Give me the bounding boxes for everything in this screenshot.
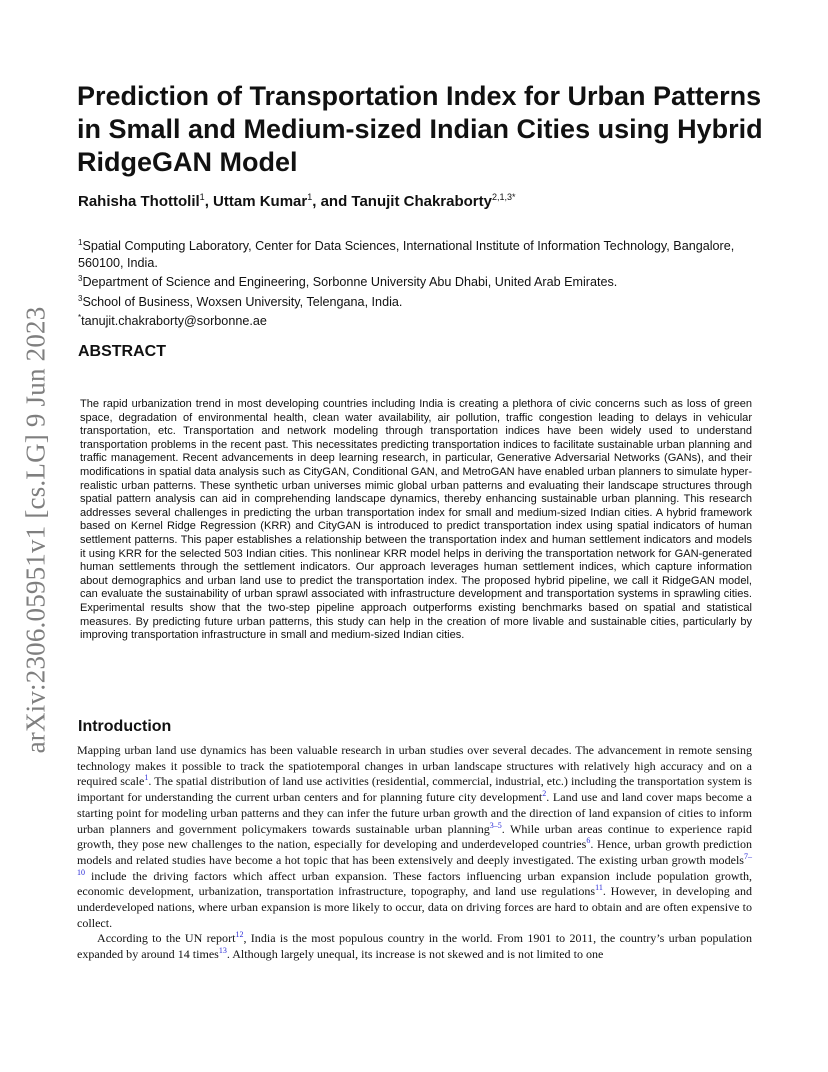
affiliation-line [78, 271, 758, 291]
author-name: Rahisha Thottolil [78, 193, 200, 210]
introduction-body [77, 743, 752, 963]
author-affiliation-marker: 1 [199, 192, 205, 202]
author-affiliation-marker: 2,1,3* [491, 192, 516, 202]
affiliation-text: Department of Science and Engineering, Sorbonne University Abu Dhabi, United Arab Emirates. [82, 275, 618, 290]
affiliations [78, 235, 758, 330]
introduction-heading: Introduction [78, 718, 172, 735]
paragraph-text: , India is the most populous country in the world. From 1901 to 2011, the country’s urban population expanded by around 14 times [77, 931, 752, 962]
affiliation-line[interactable] [78, 310, 758, 330]
citation-link[interactable]: 1 [144, 773, 149, 783]
affiliation-text: Spatial Computing Laboratory, Center for Data Sciences, International Institute of Information Technology, Bangalore, 560100, India. [78, 239, 735, 270]
paragraph-text: . While urban areas continue to experience rapid growth, they pose new challenges to the nation, especially for developing and underdeveloped countries [77, 821, 752, 852]
paragraph-text: . The spatial distribution of land use activities (residential, commercial, industrial, etc.) including the transportation system is important for understanding the current urban centers and for planning future city development [77, 774, 752, 805]
affiliation-text: School of Business, Woxsen University, Telengana, India. [82, 294, 403, 309]
introduction-paragraph [77, 931, 752, 962]
citation-link[interactable]: 2 [542, 789, 547, 799]
author-name: Uttam Kumar [213, 193, 308, 210]
paragraph-text: . Hence, urban growth prediction models and related studies have become a hot topic that has been extensively and deeply investigated. The existing urban growth models [77, 837, 752, 867]
introduction-paragraph [77, 743, 752, 931]
affiliation-line [78, 235, 758, 271]
arxiv-identifier-stamp: arXiv:2306.05951v1 [cs.LG] 9 Jun 2023 [20, 306, 51, 754]
paragraph-text: Mapping urban land use dynamics has been valuable research in urban studies over several decades. The advancement in remote sensing technology makes it possible to track the spatiotemporal changes in urban landscape structures with relatively high accuracy and on a required scale [77, 743, 752, 789]
citation-link[interactable]: 3–5 [489, 820, 502, 830]
paragraph-text: . Land use and land cover maps become a starting point for modeling urban patterns and they can infer the future urban growth and the direction of land expansion of cities to inform urban planners and government policymakers towards sustainable urban planning [77, 790, 752, 836]
author-separator: , and [312, 193, 352, 210]
author-affiliation-marker: 1 [307, 192, 313, 202]
citation-link[interactable]: 11 [595, 883, 603, 893]
affiliation-marker: 1 [78, 238, 83, 247]
affiliation-line [78, 291, 758, 311]
paragraph-text: include the driving factors which affect urban expansion. These factors influencing urban expansion include population growth, economic development, urbanization, transportation infrastructure, topography, and land use regulations [77, 868, 752, 899]
affiliation-marker: * [78, 313, 82, 323]
citation-link[interactable]: 7–10 [77, 851, 752, 877]
citation-link[interactable]: 13 [218, 946, 227, 956]
author-list [78, 192, 768, 210]
citation-link[interactable]: 6 [586, 836, 591, 846]
author-separator: , [204, 193, 214, 210]
affiliation-marker: 3 [78, 274, 83, 283]
author-name: Tanujit Chakraborty [351, 193, 492, 210]
abstract-heading: ABSTRACT [78, 343, 166, 360]
abstract-text: The rapid urbanization trend in most developing countries including India is creating a plethora of civic concerns such as loss of green space, degradation of environmental health, clean water availability, air pollution, traffic congestion leading to delays in vehicular transportation, etc. Transportation and network modeling through transportation indices have been widely used to understand transportation problems in the recent past. This necessitates predicting transportation indices to facilitate sustainable urban planning and traffic management. Recent advancements in deep learning research, in particular, Generative Adversarial Networks (GANs), and their modifications in spatial data analysis such as CityGAN, Conditional GAN, and MetroGAN have enabled urban planners to simulate hyper-realistic urban patterns. These synthetic urban universes mimic global urban patterns and evaluating their landscape structures through spatial pattern analysis can aid in comprehending landscape dynamics, thereby enhancing sustainable urban planning. This research addresses several challenges in predicting the urban transportation index for small and medium-sized Indian cities. A hybrid framework based on Kernel Ridge Regression (KRR) and CityGAN is introduced to predict transportation index using spatial indicators of human settlement patterns. This paper establishes a relationship between the transportation index and human settlement indicators and models it using KRR for the selected 503 Indian cities. This nonlinear KRR model helps in deriving the transportation network for GAN-generated human settlements through the settlement indicators. Our approach leverages human settlement indices, which capture information about demographics and urban land use to predict the transportation index. The proposed hybrid pipeline, we call it RidgeGAN model, can evaluate the sustainability of urban sprawl associated with infrastructure development and transportation systems in sprawling cities. Experimental results show that the two-step pipeline approach outperforms existing benchmarks based on spatial and statistical measures. By predicting future urban patterns, this study can help in the creation of more livable and sustainable cities, particularly by improving transportation infrastructure in small and medium-sized Indian cities. [80, 398, 752, 642]
citation-link[interactable]: 12 [235, 930, 244, 940]
paragraph-text: . Although largely unequal, its increase is not skewed and is not limited to one [226, 947, 604, 962]
paragraph-text: According to the UN report [97, 931, 236, 946]
paper-title: Prediction of Transportation Index for Urban Patterns in Small and Medium-sized Indian Cities using Hybrid RidgeGAN Model [77, 81, 763, 177]
paragraph-text: . However, in developing and underdeveloped nations, where urban expansion is more likely to occur, data on driving forces are hard to obtain and are often expensive to collect. [77, 884, 752, 930]
affiliation-marker: 3 [78, 293, 83, 303]
corresponding-email[interactable]: tanujit.chakraborty@sorbonne.ae [81, 314, 267, 329]
